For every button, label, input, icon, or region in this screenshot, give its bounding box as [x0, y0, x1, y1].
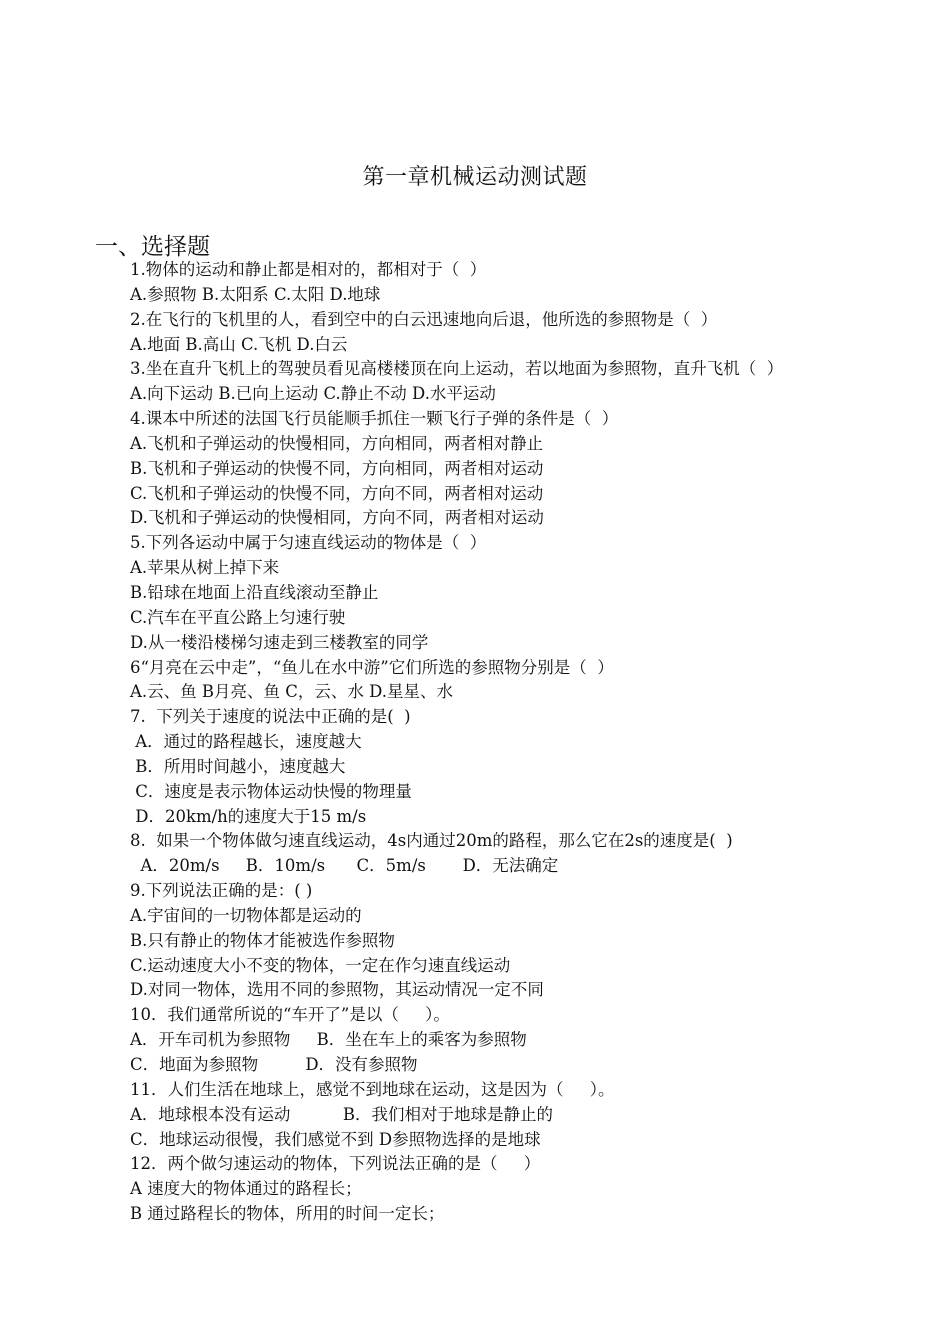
question-line: A.飞机和子弹运动的快慢相同，方向相同，两者相对静止 [130, 433, 544, 453]
question-line: B．所用时间越小，速度越大 [130, 756, 346, 776]
question-line: B 通过路程长的物体，所用的时间一定长； [130, 1204, 445, 1224]
question-line: 9.下列说法正确的是：( ) [130, 881, 313, 901]
question-line: 4.课本中所述的法国飞行员能顺手抓住一颗飞行子弹的条件是（ ） [130, 409, 619, 429]
question-line: A．通过的路程越长，速度越大 [130, 732, 362, 752]
question-line: C.汽车在平直公路上匀速行驶 [130, 607, 346, 627]
section-heading: 一、选择题 [95, 234, 210, 260]
question-line: 7. 下列关于速度的说法中正确的是( ) [130, 707, 411, 727]
question-line: A 速度大的物体通过的路程长； [130, 1179, 362, 1199]
question-line: A．开车司机为参照物 B．坐在车上的乘客为参照物 [130, 1030, 527, 1050]
question-line: 2.在飞行的飞机里的人，看到空中的白云迅速地向后退，他所选的参照物是（ ） [130, 309, 718, 329]
question-line: 11．人们生活在地球上，感觉不到地球在运动，这是因为（ ）。 [130, 1079, 615, 1099]
question-line: A.宇宙间的一切物体都是运动的 [130, 905, 362, 925]
question-line: D．20km/h的速度大于15 m/s [130, 806, 367, 826]
question-line: D.从一楼沿楼梯匀速走到三楼教室的同学 [130, 632, 429, 652]
question-line: B.飞机和子弹运动的快慢不同，方向相同，两者相对运动 [130, 458, 544, 478]
question-line: 10．我们通常所说的“车开了”是以（ ）。 [130, 1005, 450, 1025]
question-line: 12．两个做匀速运动的物体，下列说法正确的是（ ） [130, 1154, 541, 1174]
question-line: A.苹果从树上掉下来 [130, 558, 280, 578]
question-line: C．地面为参照物 D．没有参照物 [130, 1055, 418, 1074]
question-line: 5.下列各运动中属于匀速直线运动的物体是（ ） [130, 533, 487, 553]
question-line: C.运动速度大小不变的物体，一定在作匀速直线运动 [130, 955, 511, 975]
question-line: A.云、鱼 B月亮、鱼 C，云、水 D.星星、水 [130, 682, 454, 702]
question-list [130, 258, 910, 1227]
page-title: 第一章机械运动测试题 [362, 165, 588, 190]
question-line: A．20m/s B．10m/s C．5m/s D．无法确定 [130, 856, 559, 876]
question-line: 3.坐在直升飞机上的驾驶员看见高楼楼顶在向上运动，若以地面为参照物，直升飞机（ ） [130, 359, 784, 379]
question-line: C．地球运动很慢，我们感觉不到 D参照物选择的是地球 [130, 1129, 541, 1149]
question-line: A．地球根本没有运动 B．我们相对于地球是静止的 [130, 1104, 553, 1124]
question-line: C.飞机和子弹运动的快慢不同，方向不同，两者相对运动 [130, 483, 544, 503]
question-line: 8. 如果一个物体做匀速直线运动，4s内通过20m的路程，那么它在2s的速度是( ) [130, 831, 733, 851]
question-line: A.参照物 B.太阳系 C.太阳 D.地球 [130, 284, 381, 304]
question-line: D.对同一物体，选用不同的参照物，其运动情况一定不同 [130, 980, 544, 1000]
question-line: 6“月亮在云中走”，“鱼儿在水中游”它们所选的参照物分别是（ ） [130, 657, 614, 677]
question-line: B.只有静止的物体才能被选作参照物 [130, 930, 395, 950]
question-line: B.铅球在地面上沿直线滚动至静止 [130, 582, 379, 602]
question-line: A.地面 B.高山 C.飞机 D.白云 [130, 334, 348, 354]
question-line: 1.物体的运动和静止都是相对的，都相对于（ ） [130, 260, 487, 279]
question-line: A.向下运动 B.已向上运动 C.静止不动 D.水平运动 [130, 384, 496, 404]
question-line: D.飞机和子弹运动的快慢相同，方向不同，两者相对运动 [130, 508, 544, 528]
question-line: C．速度是表示物体运动快慢的物理量 [130, 781, 412, 801]
